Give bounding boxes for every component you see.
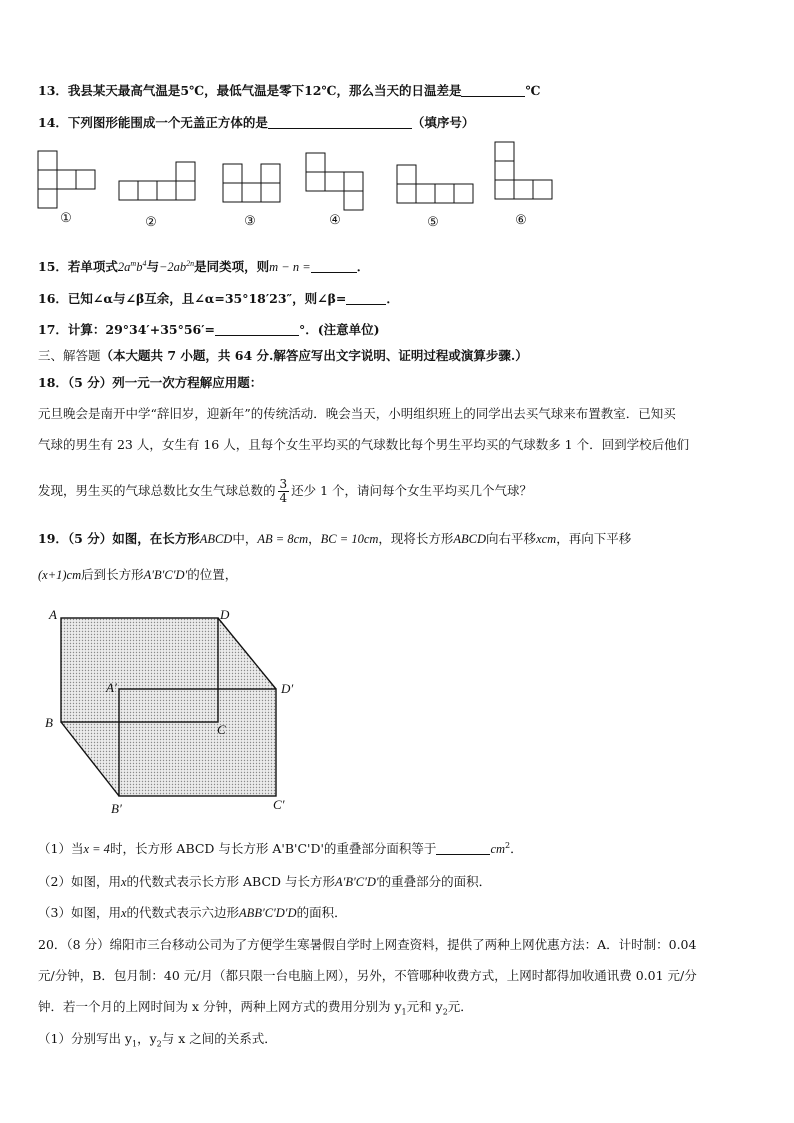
q17-suffix: °．(注意单位) <box>299 322 380 337</box>
q20-sub-1: 1 <box>401 1007 407 1017</box>
q18-line-1: 元旦晚会是南开中学“辞旧岁，迎新年”的传统活动．晚会当天，小明组织班上的同学出去买气球来布置教室．已知买 <box>38 406 676 421</box>
q16-end: ． <box>386 291 399 306</box>
q19-sub-2 <box>38 873 491 891</box>
net-4 <box>306 153 363 210</box>
q19-s3-x: x <box>120 906 127 920</box>
q19-head: 19．（5 分）如图，在长方形 <box>38 531 200 546</box>
q20-s1-b: ，y <box>137 1031 157 1046</box>
q20-l3-b: 元和 y <box>406 999 443 1014</box>
label-d1: D′ <box>281 681 294 696</box>
net-5 <box>397 165 473 203</box>
q20-line-2: 元/分钟，B．包月制：40 元/月（都只限一台电脑上网），另外，不管哪种收费方式，上网时都得加收通讯费 0.01 元/分 <box>38 968 697 983</box>
q19-sub-1: （1）当x = 4时，长方形 ABCD 与长方形 A'B'C'D'的重叠部分面积等于 $cm^2$． <box>38 841 523 857</box>
q19-sub-3 <box>38 904 347 922</box>
section-desc: （本大题共 7 小题，共 64 分.解答应写出文字说明、证明过程或演算步骤.） <box>100 348 528 363</box>
q19-t2: ，现将长方形 <box>378 531 454 546</box>
net-1 <box>38 151 95 208</box>
question-15 <box>38 255 369 276</box>
q19-s2-b: 的代数式表示长方形 ABCD 与长方形 <box>126 874 336 889</box>
net-label-1: ① <box>60 210 72 225</box>
question-17 <box>38 321 380 339</box>
q20-sub-question-1 <box>38 1030 277 1054</box>
q19-s3-d: 的面积． <box>296 905 347 920</box>
q19-bc: BC = 10cm <box>320 532 379 546</box>
q14-hint: （填序号） <box>411 115 475 130</box>
q15-tail: 是同类项，则 <box>194 259 270 275</box>
label-c1: C′ <box>273 797 285 812</box>
net-label-4: ④ <box>329 212 341 227</box>
q17-text: 17．计算：29°34′+35°56′= <box>38 322 216 337</box>
frac-numerator: 3 <box>279 477 288 491</box>
q19-xcm: xcm <box>536 532 557 546</box>
q19-t3: 向右平移 <box>486 531 537 546</box>
label-b1: B′ <box>111 801 122 816</box>
q15-text: 15．若单项式 <box>38 259 118 275</box>
q19-t4: ，再向下平移 <box>556 531 632 546</box>
question-14 <box>38 114 474 132</box>
q19-s1-b: 时，长方形 ABCD 与长方形 A'B'C'D'的重叠部分面积等于 <box>109 841 437 857</box>
q19-s2-x: x <box>120 875 127 889</box>
section-title: 三、解答题 <box>38 348 101 363</box>
label-c: C <box>217 722 226 737</box>
q18-line-3 <box>38 473 532 509</box>
q15-end: ． <box>356 259 370 275</box>
label-a: A <box>49 607 57 622</box>
q19-rect2: A′B′C′D′ <box>143 568 188 582</box>
question-16 <box>38 290 399 308</box>
q15-blank <box>311 259 357 273</box>
q19-line-2 <box>38 566 237 584</box>
q14-blank <box>268 115 412 129</box>
q19-s1-end: ． <box>510 841 523 857</box>
q20-line-3 <box>38 998 473 1022</box>
q19-abcd-2: ABCD <box>453 532 487 546</box>
q17-blank <box>215 322 299 336</box>
q19-abcd: ABCD <box>199 532 233 546</box>
q13-text: 13．我县某天最高气温是5℃，最低气温是零下12℃，那么当天的日温差是 <box>38 83 462 98</box>
q20-l3-c: 元． <box>447 999 473 1014</box>
q20-s1-sub2: 2 <box>156 1039 162 1049</box>
q16-text: 16．已知∠α与∠β互余，且∠α=35°18′23″，则∠β= <box>38 291 347 306</box>
q20-s1-c: 与 x 之间的关系式． <box>161 1031 277 1046</box>
label-d: D <box>220 607 230 622</box>
net-label-5: ⑤ <box>427 214 439 229</box>
net-label-6: ⑥ <box>515 212 527 227</box>
q19-s1-x: x = 4 <box>83 842 110 857</box>
net-3 <box>223 164 280 202</box>
q18-line-3-a: 发现，男生买的气球总数比女生气球总数的 <box>38 483 276 498</box>
q20-line-1: 20．（8 分）绵阳市三台移动公司为了方便学生寒暑假自学时上网查资料，提供了两种上网优惠方法：A．计时制：0.04 <box>38 937 697 952</box>
q19-ab: AB = 8cm <box>257 532 309 546</box>
q19-t1: 中， <box>232 531 258 546</box>
q18-line-3-b: 还少 1 个，请问每个女生平均买几个气球？ <box>291 483 533 498</box>
q19-s1-a: （1）当 <box>38 841 84 857</box>
q18-fraction <box>278 478 290 505</box>
q19-s1-blank <box>436 841 490 855</box>
q19-l2d: 的位置， <box>187 567 238 582</box>
q19-s2-d: 的重叠部分的面积． <box>378 874 492 889</box>
q19-s2-a: （2）如图，用 <box>38 874 121 889</box>
hexagon-shaded-region <box>61 618 276 796</box>
q19-s3-b: 的代数式表示六边形 <box>126 905 240 920</box>
q20-l3-a: 钟．若一个月的上网时间为 x 分钟，两种上网方式的费用分别为 y <box>38 999 402 1014</box>
q15-and: 与 <box>146 259 159 275</box>
net-label-2: ② <box>145 214 157 229</box>
q19-sep: ， <box>308 531 321 546</box>
q16-blank <box>346 291 386 305</box>
q20-s1-a: （1）分别写出 y <box>38 1031 132 1046</box>
q19-s1-unit: cm <box>490 842 506 857</box>
label-b: B <box>45 715 53 730</box>
q13-blank <box>461 83 525 97</box>
q18-head: 18．（5 分）列一元一次方程解应用题： <box>38 375 263 390</box>
q15-expr: m − n = <box>269 260 311 275</box>
question-13 <box>38 82 540 100</box>
q19-s3-a: （3）如图，用 <box>38 905 121 920</box>
section-header <box>38 347 528 365</box>
q19-line-1 <box>38 530 631 548</box>
q19-s3-c: ABB′C′D′D <box>239 906 297 920</box>
label-a1: A′ <box>106 680 117 695</box>
q18-line-2: 气球的男生有 23 人，女生有 16 人，且每个女生平均买的气球数比每个男生平均买的气球数多 1 个．回到学校后他们 <box>38 437 690 452</box>
q19-s2-c: A′B′C′D′ <box>335 875 379 889</box>
q19-shift: (x+1)cm <box>38 568 82 582</box>
q19-l2b: 后到长方形 <box>81 567 144 582</box>
frac-denominator: 4 <box>279 491 288 505</box>
q20-sub-2: 2 <box>442 1007 448 1017</box>
q20-s1-sub1: 1 <box>132 1039 138 1049</box>
net-label-3: ③ <box>244 213 256 228</box>
q15-term1: $2a^mb^4$ <box>117 259 147 275</box>
net-2 <box>119 162 195 200</box>
q14-text: 14．下列图形能围成一个无盖正方体的是 <box>38 115 268 130</box>
net-figures <box>0 138 794 233</box>
net-6 <box>495 142 552 199</box>
q15-term2: $-2ab^{2n}$ <box>158 259 195 275</box>
q13-unit: ℃ <box>525 83 541 98</box>
rectangle-translation-diagram <box>0 600 794 825</box>
